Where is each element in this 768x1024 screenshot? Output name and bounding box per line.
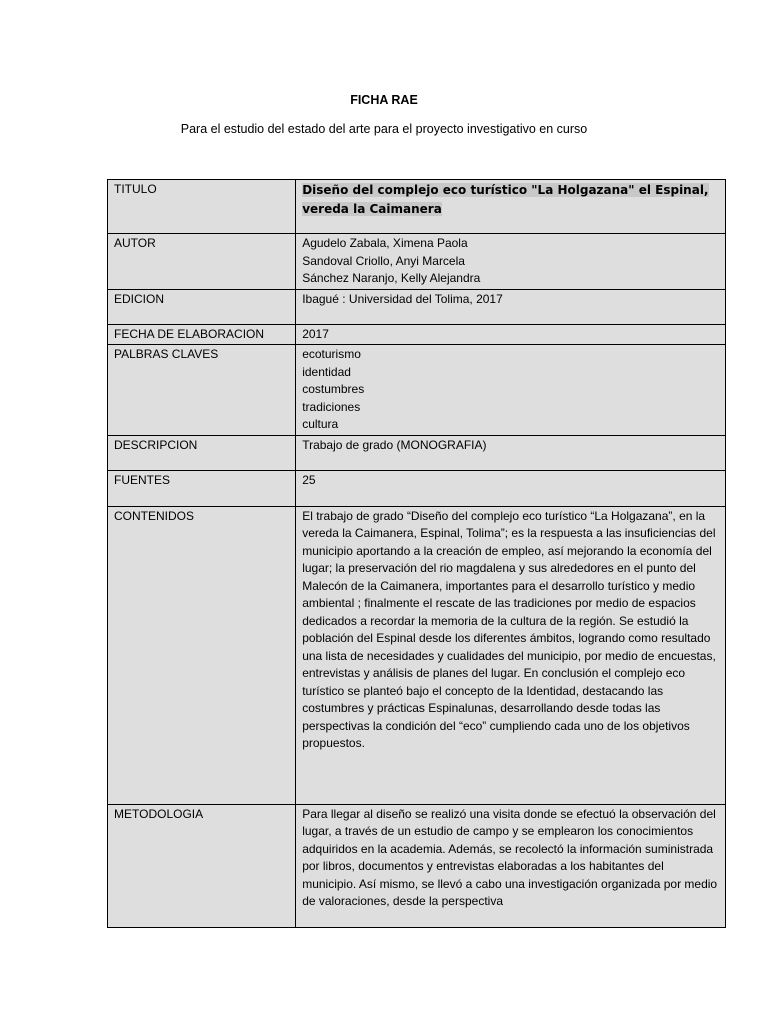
value-autor	[296, 234, 726, 290]
row-fecha	[108, 324, 726, 345]
contenidos-text: El trabajo de grado “Diseño del complejo eco turístico “La Holgazana”, en la vereda la Caimanera, Espinal, Tolima”; es la respuesta a las insuficiencias del municipio aportando a la creación de empleo, así mejorando la economía del lugar; la preservación del rio magdalena y sus alrededores en el punto del Malecón de la Caimanera, importantes para el desarrollo turístico y medio ambiental ; finalmente el rescate de las tradiciones por medio de espacios dedicados a recordar la memoria de la cultura de la región. Se estudió la población del Espinal desde los diferentes ámbitos, logrando como resultado una lista de necesidades y cualidades del municipio, por medio de encuestas, entrevistas y análisis de planes del lugar. En conclusión el complejo eco turístico se planteó bajo el concepto de la Identidad, destacando las costumbres y prácticas Espinalunas, desarrollando desde todas las perspectivas la condición del “eco” cumpliendo cada uno de los objetivos propuestos.	[302, 508, 716, 750]
row-edicion	[108, 289, 726, 324]
label-metodologia: METODOLOGIA	[108, 804, 296, 927]
keyword: identidad	[302, 364, 351, 379]
value-metodologia	[296, 804, 726, 927]
value-descripcion: Trabajo de grado (MONOGRAFIA)	[296, 435, 726, 470]
row-metodologia	[108, 804, 726, 927]
keyword: costumbres	[302, 382, 365, 396]
value-titulo	[296, 180, 726, 234]
keyword: cultura	[302, 417, 339, 431]
row-titulo	[108, 180, 726, 234]
label-edicion: EDICION	[108, 289, 296, 324]
value-contenidos	[296, 506, 726, 804]
autor-line: Sandoval Criollo, Anyi Marcela	[302, 253, 465, 268]
rae-table	[107, 179, 726, 928]
label-fuentes: FUENTES	[108, 470, 296, 506]
row-fuentes	[108, 470, 726, 506]
autor-line: Agudelo Zabala, Ximena Paola	[302, 236, 468, 250]
document-title: FICHA RAE	[350, 93, 418, 107]
label-descripcion: DESCRIPCION	[108, 435, 296, 470]
label-titulo: TITULO	[108, 180, 296, 234]
value-fecha: 2017	[296, 324, 726, 345]
row-autor	[108, 234, 726, 290]
value-edicion: Ibagué : Universidad del Tolima, 2017	[296, 289, 726, 324]
label-autor: AUTOR	[108, 234, 296, 290]
row-palabras	[108, 345, 726, 436]
document-subtitle: Para el estudio del estado del arte para el proyecto investigativo en curso	[180, 122, 588, 136]
value-palabras	[296, 345, 726, 436]
label-palabras: PALBRAS CLAVES	[108, 345, 296, 436]
titulo-text: Diseño del complejo eco turístico "La Holgazana" el Espinal, vereda la Caimanera	[302, 183, 709, 216]
autor-line: Sánchez Naranjo, Kelly Alejandra	[302, 271, 481, 285]
keyword: tradiciones	[302, 399, 361, 414]
keyword: ecoturismo	[302, 347, 361, 361]
metodologia-text: Para llegar al diseño se realizó una visita donde se efectuó la observación del lugar, a través de un estudio de campo y se emplearon los conocimientos adquiridos en la academia. Además, se recolectó la información suministrada por libros, documentos y entrevistas elaboradas a los habitantes del municipio. Así mismo, se llevó a cabo una investigación organizada por medio de valoraciones, desde la perspectiva	[302, 806, 718, 908]
row-descripcion	[108, 435, 726, 470]
value-fuentes: 25	[296, 470, 726, 506]
row-contenidos	[108, 506, 726, 804]
label-contenidos: CONTENIDOS	[108, 506, 296, 804]
label-fecha: FECHA DE ELABORACION	[108, 324, 296, 345]
